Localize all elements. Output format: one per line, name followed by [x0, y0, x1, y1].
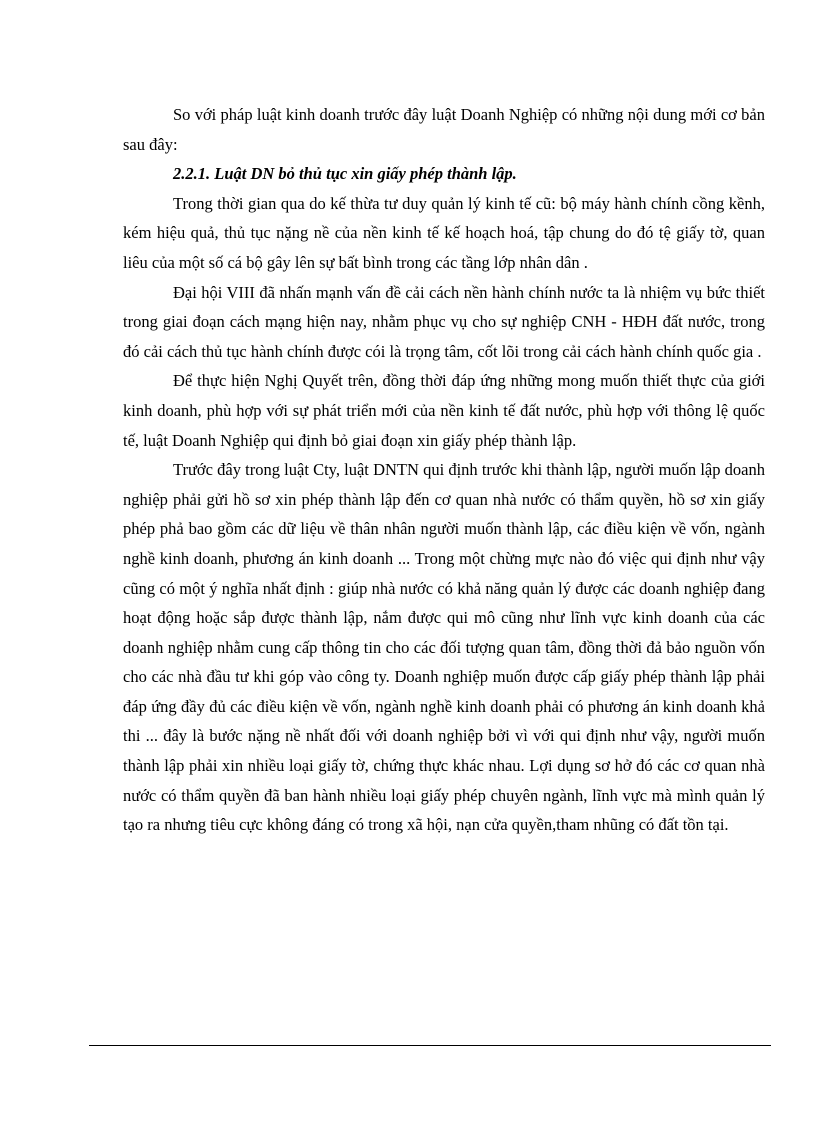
body-paragraph: Đại hội VIII đã nhấn mạnh vấn đề cải cách nền hành chính nước ta là nhiệm vụ bức thiết trong giai đoạn cách mạng hiện nay, nhằm phục vụ cho sự nghiệp CNH - HĐH đất nước, trong đó cải cách thủ tục hành chính được cói là trọng tâm, cốt lõi trong cải cách hành chính quốc gia .	[123, 282, 765, 361]
section-heading: 2.2.1. Luật DN bỏ thủ tục xin giấy phép thành lập.	[173, 164, 517, 184]
footer-divider	[89, 1045, 771, 1046]
body-paragraph: Trong thời gian qua do kế thừa tư duy quản lý kinh tế cũ: bộ máy hành chính cồng kềnh, kém hiệu quả, thủ tục nặng nề của nền kinh tế kế hoạch hoá, tập chung do đó tệ giấy tờ, quan liêu của một số cá bộ gây lên sự bất bình trong các tầng lớp nhân dân .	[123, 193, 765, 272]
document-body	[123, 100, 765, 840]
body-paragraph: Trước đây trong luật Cty, luật DNTN qui định trước khi thành lập, người muốn lập doanh nghiệp phải gửi hồ sơ xin phép thành lập đến cơ quan nhà nước có thẩm quyền, hồ sơ xin giấy phép phả bao gồm các dữ liệu về thân nhân người muốn thành lập, các điều kiện về vốn, ngành nghề kinh doanh, phương án kinh doanh ... Trong một chừng mực nào đó việc qui định như vậy cũng có một ý nghĩa nhất định : giúp nhà nước có khả năng quản lý được các doanh nghiệp đang hoạt động hoặc sắp được thành lập, nắm được qui mô cũng như lĩnh vực kinh doanh của các doanh nghiệp nhằm cung cấp thông tin cho các đối tượng quan tâm, đồng thời đả bảo nguồn vốn cho các nhà đầu tư khi góp vào công ty. Doanh nghiệp muốn được cấp giấy phép thành lập phải đáp ứng đầy đủ các điều kiện về vốn, ngành nghề kinh doanh phải có phương án kinh doanh khả thi ... đây là bước nặng nề nhất đối với doanh nghiệp bởi vì với qui định như vậy, người muốn thành lập phải xin nhiều loại giấy tờ, chứng thực khác nhau. Lợi dụng sơ hở đó các cơ quan nhà nước có thẩm quyền đã ban hành nhiều loại giấy phép chuyên ngành, lĩnh vực mà mình quản lý tạo ra nhưng tiêu cực không đáng có trong xã hội, nạn cửa quyền,tham nhũng có đất tồn tại.	[123, 460, 765, 835]
intro-paragraph: So với pháp luật kinh doanh trước đây luật Doanh Nghiệp có những nội dung mới cơ bản sau đây:	[123, 105, 765, 154]
body-paragraph: Để thực hiện Nghị Quyết trên, đồng thời đáp ứng những mong muốn thiết thực của giới kinh doanh, phù hợp với sự phát triển mới của nền kinh tế đất nước, phù hợp với thông lệ quốc tế, luật Doanh Nghiệp qui định bỏ giai đoạn xin giấy phép thành lập.	[123, 371, 765, 450]
